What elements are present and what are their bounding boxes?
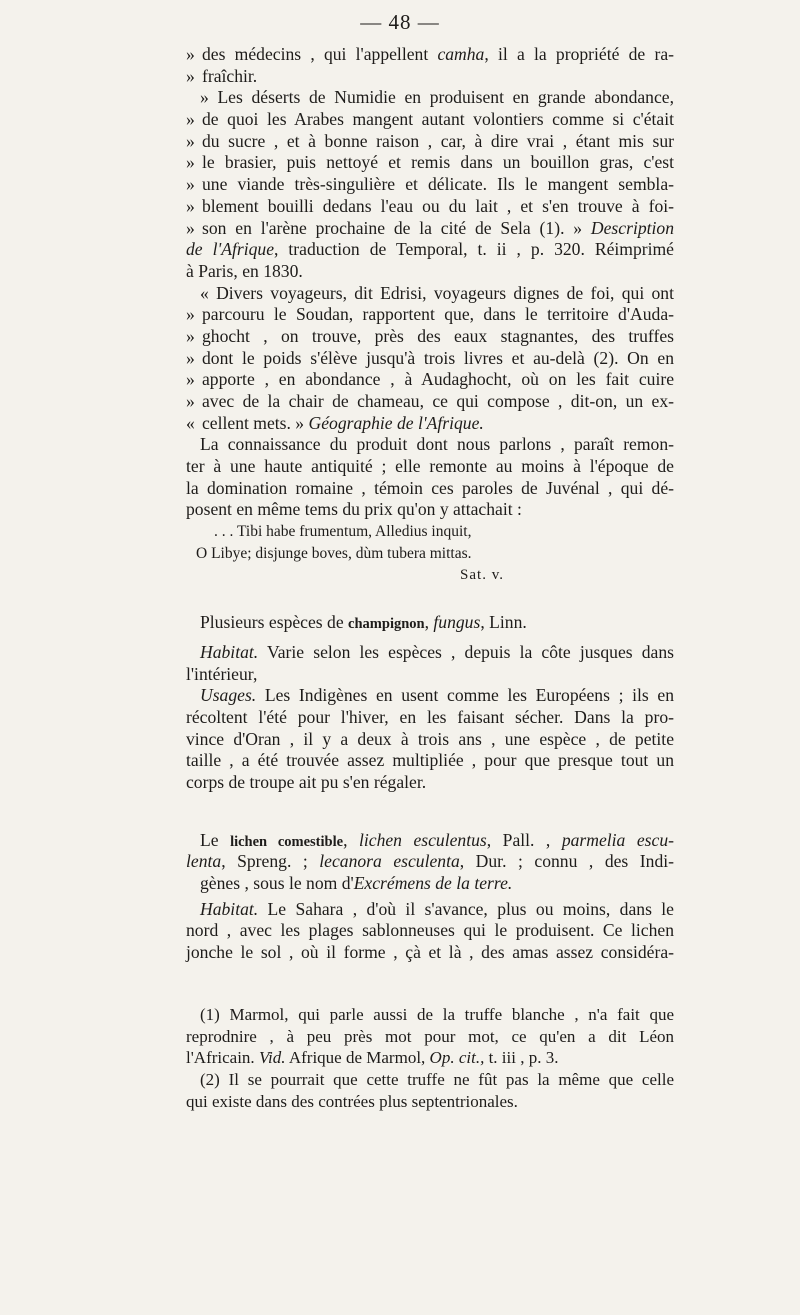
quote-mark: » (186, 65, 195, 86)
section-heading: lenta, Spreng. ; lecanora esculenta, Dur. ; connu , des Indi- (186, 851, 674, 872)
habitat-line: nord , avec les plages sablonneuses qui le produisent. Ce lichen (186, 920, 674, 941)
quote-edrisi (186, 283, 674, 522)
text-line: » avec de la chair de chameau, ce qui compose , dit-on, un ex- (186, 391, 674, 411)
habitat-line: jonche le sol , où il forme , çà et là , des amas assez considéra- (186, 942, 674, 963)
text-line: » ghocht , on trouve, près des eaux stagnantes, des truffes (186, 325, 674, 346)
quote-mark: » (186, 325, 195, 346)
text-line: » apporte , en abondance , à Audaghocht, où on les fait cuire (186, 369, 674, 390)
footnote-2: qui existe dans des contrées plus septentrionales. (186, 1091, 518, 1111)
text-line: « cellent mets. » Géographie de l'Afrique. (186, 412, 484, 433)
quote-mark: » (186, 195, 195, 216)
usages-line: taille , a été trouvée assez multipliée , pour que presque tout un (186, 750, 674, 771)
footnote-1: (1) Marmol, qui parle aussi de la truffe blanche , n'a fait que (200, 1004, 674, 1024)
quote-mark: » (186, 369, 195, 390)
quote-mark: » (186, 347, 195, 368)
footnote-1: l'Africain. Vid. Afrique de Marmol, Op. cit., t. iii , p. 3. (186, 1048, 559, 1068)
usages-line: récoltent l'été pour l'hiver, en les faisant sécher. Dans la pro- (186, 706, 674, 727)
text-line: » son en l'arène prochaine de la cité de Sela (1). » Description (186, 217, 674, 238)
text-line: » blement bouilli dedans l'eau ou du lait , et s'en trouve à foi- (186, 195, 674, 216)
footnotes (186, 1004, 674, 1112)
text-line: » des médecins , qui l'appellent camha, il a la propriété de ra- (186, 44, 674, 64)
text-line: » du sucre , et à bonne raison , car, à dire vrai , étant mis sur (186, 130, 674, 151)
usages-line: vince d'Oran , il y a deux à trois ans , une espèce , de petite (186, 728, 674, 749)
quote-mark: » (186, 217, 195, 238)
text-line: » le brasier, puis nettoyé et remis dans un bouillon gras, c'est (186, 152, 674, 173)
quote-mark: » (186, 109, 195, 130)
text-line: la domination romaine , témoin ces paroles de Juvénal , qui dé- (186, 477, 674, 498)
habitat-line: l'intérieur, (186, 663, 258, 684)
quote-mark: « (186, 412, 195, 433)
quote-mark: » (186, 391, 195, 411)
section-heading: Plusieurs espèces de champignon, fungus, Linn. (200, 612, 527, 633)
text-line: à Paris, en 1830. (186, 260, 303, 281)
text-line: de l'Afrique, traduction de Temporal, t. ii , p. 320. Réimprimé (186, 239, 674, 260)
text-line: posent en même tems du prix qu'on y attachait : (186, 499, 522, 520)
page-number: — 48 — (360, 10, 440, 34)
text-line: » fraîchir. (186, 65, 258, 86)
section-lichen (186, 830, 674, 964)
section-heading: gènes , sous le nom d'Excrémens de la terre. (200, 873, 513, 894)
verse-line: . . . Tibi habe frumentum, Alledius inquit, (214, 523, 472, 541)
text-line: » dont le poids s'élève jusqu'à trois livres et au-delà (2). On en (186, 347, 674, 368)
habitat-line: Habitat. Varie selon les espèces , depuis la côte jusques dans (200, 641, 674, 662)
quote-mark: » (186, 130, 195, 151)
usages-line: corps de troupe ait pu s'en régaler. (186, 772, 427, 792)
quote-leo-africanus (186, 44, 674, 283)
quote-mark: » (186, 174, 195, 195)
verse-signature: Sat. v. (460, 566, 504, 583)
verse-line: O Libye; disjunge boves, dùm tubera mittas. (196, 544, 472, 562)
quote-mark: » (186, 304, 195, 325)
section-champignon (186, 612, 674, 794)
usages-line: Usages. Les Indigènes en usent comme les Européens ; ils en (200, 685, 674, 706)
juvenal-verse (186, 521, 674, 586)
text-line: » de quoi les Arabes mangent autant volontiers comme si c'était (186, 109, 674, 130)
text-line: « Divers voyageurs, dit Edrisi, voyageurs dignes de foi, qui ont (200, 282, 674, 303)
quote-mark: » (186, 44, 195, 64)
section-heading: Le lichen comestible, lichen esculentus, Pall. , parmelia escu- (200, 829, 674, 850)
footnote-2: (2) Il se pourrait que cette truffe ne fût pas la même que celle (200, 1069, 674, 1089)
text-line: » Les déserts de Numidie en produisent en grande abondance, (200, 87, 674, 108)
page-body (186, 44, 674, 1112)
quote-mark: » (186, 152, 195, 173)
text-line: » parcouru le Soudan, rapportent que, dans le territoire d'Auda- (186, 304, 674, 325)
text-line: La connaissance du produit dont nous parlons , paraît remon- (200, 434, 674, 455)
footnote-1: reprodnire , à peu près mot pour mot, ce qu'en a dit Léon (186, 1026, 674, 1046)
text-line: ter à une haute antiquité ; elle remonte au moins à l'époque de (186, 456, 674, 477)
text-line: » une viande très-singulière et délicate. Ils le mangent sembla- (186, 174, 674, 195)
habitat-line: Habitat. Le Sahara , d'où il s'avance, plus ou moins, dans le (200, 898, 674, 919)
